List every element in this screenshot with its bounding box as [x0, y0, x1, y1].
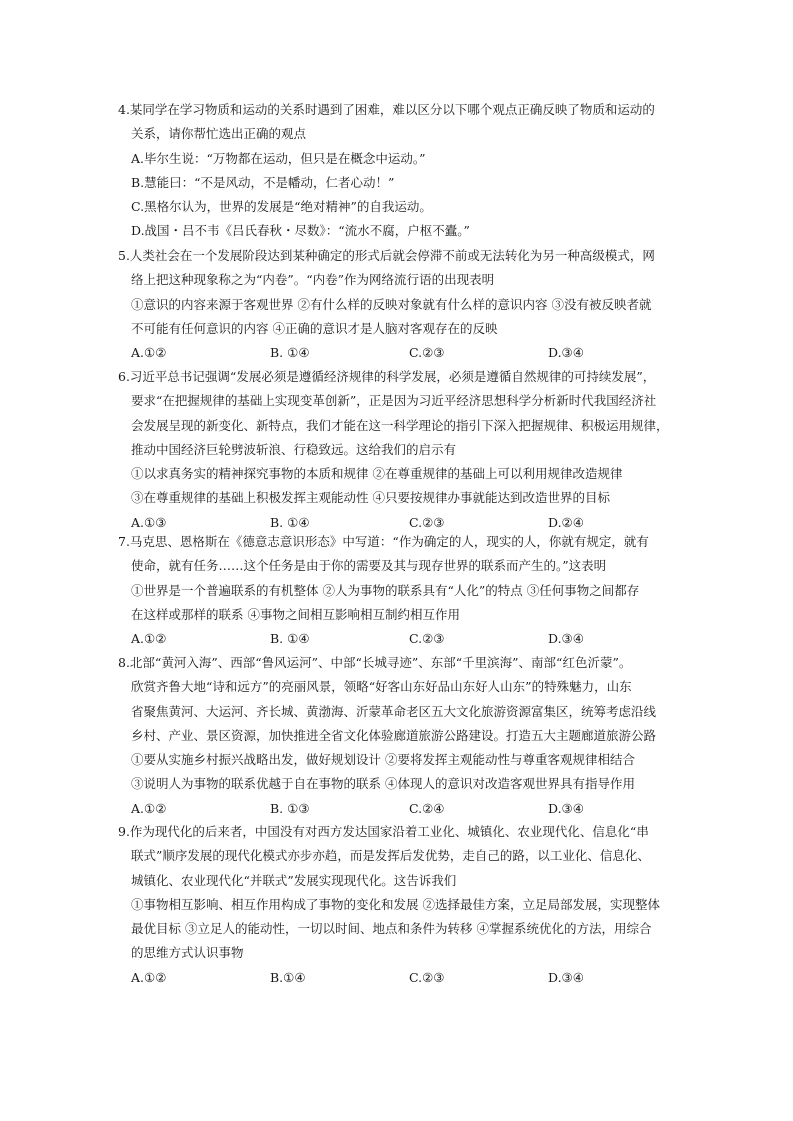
question-8	[118, 651, 688, 821]
option-c: C.②③	[409, 345, 445, 361]
question-stem: 6.习近平总书记强调“发展必须是遵循经济规律的科学发展，必须是遵循自然规律的可持续发展”，	[118, 369, 656, 384]
question-4	[118, 98, 688, 244]
option-a: A.①②	[131, 345, 167, 361]
option-c: C.②④	[409, 800, 445, 816]
question-stem: 使命，就有任务……这个任务是由于你的需要及其与现存世界的联系而产生的。”这表明	[131, 558, 607, 574]
question-stem: 8.北部“黄河入海”、西部“鲁风运河”、中部“长城寻迹”、东部“千里滨海”、南部“红色沂蒙”。	[118, 655, 632, 670]
option-b: B.①④	[270, 969, 306, 985]
choice-d: D.战国・吕不韦《吕氏春秋・尽数》：“流水不腐，户枢不蠹。”	[131, 223, 470, 239]
option-b: B. ①③	[270, 800, 310, 816]
choice-b: B.慧能曰：“不是风动，不是幡动，仁者心动！”	[131, 174, 395, 190]
choice-c: C.黑格尔认为，世界的发展是“绝对精神”的自我运动。	[131, 199, 432, 215]
statement-line: 不可能有任何意识的内容 ④正确的意识才是人脑对客观存在的反映	[131, 320, 498, 336]
option-a: A.①③	[131, 514, 167, 530]
statement-line: ③说明人为事物的联系优越于自在事物的联系 ④体现人的意识对改造客观世界具有指导作用	[131, 776, 635, 792]
question-5	[118, 244, 688, 365]
question-stem: 关系，请你帮忙选出正确的观点	[131, 126, 307, 142]
option-c: C.②③	[409, 631, 445, 647]
question-stem: 会发展呈现的新变化、新特点，我们才能在这一科学理论的指引下深入把握规律、积极运用规律，	[131, 417, 669, 433]
question-6	[118, 365, 688, 535]
option-d: D.③④	[548, 631, 584, 647]
question-stem: 4.某同学在学习物质和运动的关系时遇到了困难，难以区分以下哪个观点正确反映了物质和运动的	[118, 102, 655, 117]
question-stem: 推动中国经济巨轮劈波斩浪、行稳致远。这给我们的启示有	[131, 441, 457, 457]
option-b: B. ①④	[270, 631, 310, 647]
statement-line: ①要从实施乡村振兴战略出发，做好规划设计 ②要将发挥主观能动性与尊重客观规律相结合	[131, 752, 635, 768]
option-d: D.③④	[548, 345, 584, 361]
question-stem: 欣赏齐鲁大地“诗和远方”的亮丽风景，领略“好客山东好品山东好人山东”的特殊魅力，山东	[131, 679, 632, 695]
answer-options	[118, 966, 688, 990]
statement-line: 的思维方式认识事物	[131, 945, 244, 961]
question-stem: 9.作为现代化的后来者，中国没有对西方发达国家沿着工业化、城镇化、农业现代化、信息化“串	[118, 824, 649, 839]
question-stem: 城镇化、农业现代化“并联式”发展实现现代化。这告诉我们	[131, 872, 457, 888]
question-9	[118, 820, 688, 990]
statement-line: ①事物相互影响、相互作用构成了事物的变化和发展 ②选择最佳方案，立足局部发展，实现整体	[131, 896, 660, 912]
question-stem: 省聚焦黄河、大运河、齐长城、黄渤海、沂蒙革命老区五大文化旅游资源富集区，统筹考虑沿线	[131, 703, 657, 719]
choice-a: A.毕尔生说：“万物都在运动，但只是在概念中运动。”	[131, 150, 426, 166]
question-stem: 联式”顺序发展的现代化模式亦步亦趋，而是发挥后发优势，走自己的路，以工业化、信息化、	[131, 848, 650, 864]
option-d: D.②④	[548, 514, 584, 530]
question-stem: 5.人类社会在一个发展阶段达到某种确定的形式后就会停滞不前或无法转化为另一种高级模式，网	[118, 248, 655, 263]
question-stem: 7.马克思、恩格斯在《德意志意识形态》中写道：“作为确定的人，现实的人，你就有规定，就有	[118, 534, 649, 549]
option-c: C.②③	[409, 969, 445, 985]
statement-line: 最优目标 ③立足人的能动性，一切以时间、地点和条件为转移 ④掌握系统优化的方法，用综合	[131, 921, 652, 937]
option-a: A.①②	[131, 800, 167, 816]
statement-line: ①意识的内容来源于客观世界 ②有什么样的反映对象就有什么样的意识内容 ③没有被反映者就	[131, 296, 652, 312]
question-stem: 要求“在把握规律的基础上实现变革创新”，正是因为习近平经济思想科学分析新时代我国经济社	[131, 393, 657, 409]
option-b: B. ①④	[270, 514, 310, 530]
question-stem: 乡村、产业、景区资源，加快推进全省文化体验廊道旅游公路建设。打造五大主题廊道旅游公路	[131, 727, 657, 743]
option-a: A.①②	[131, 969, 167, 985]
question-stem: 络上把这种现象称之为“内卷”。“内卷”作为网络流行语的出现表明	[131, 272, 495, 288]
answer-options	[118, 627, 688, 651]
answer-options	[118, 341, 688, 365]
statement-line: ①以求真务实的精神探究事物的本质和规律 ②在尊重规律的基础上可以利用规律改造规律	[131, 466, 623, 482]
statement-line: ③在尊重规律的基础上积极发挥主观能动性 ④只要按规律办事就能达到改造世界的目标	[131, 490, 610, 506]
option-d: D.③④	[548, 969, 584, 985]
statement-line: ①世界是一个普遍联系的有机整体 ②人为事物的联系具有“人化”的特点 ③任何事物之间都存	[131, 582, 640, 598]
option-b: B. ①④	[270, 345, 310, 361]
question-7	[118, 530, 688, 651]
statement-line: 在这样或那样的联系 ④事物之间相互影响相互制约相互作用	[131, 606, 460, 622]
answer-options	[118, 797, 688, 821]
option-c: C.②③	[409, 514, 445, 530]
option-a: A.①②	[131, 631, 167, 647]
option-d: D.③④	[548, 800, 584, 816]
